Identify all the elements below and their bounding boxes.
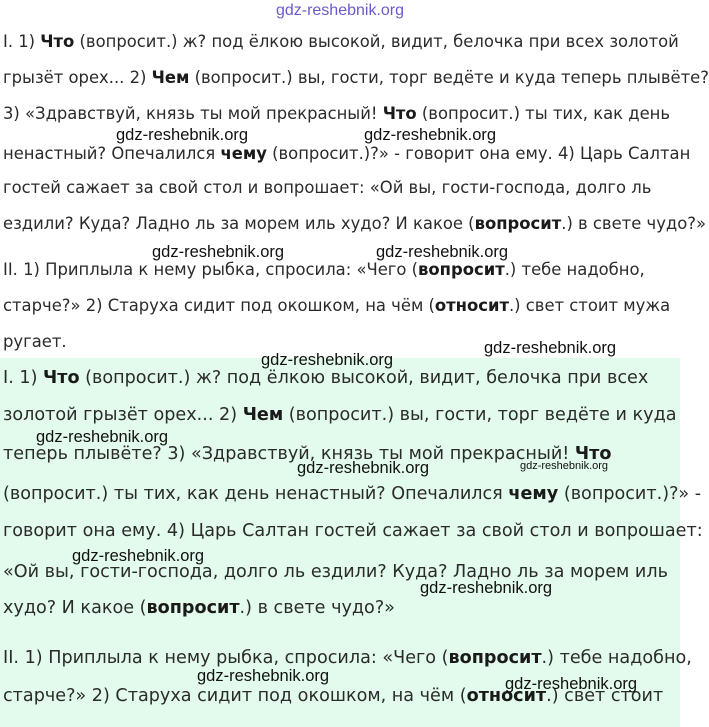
text-segment: .) тебе надобно,	[541, 648, 692, 668]
text-segment: (вопросит.) ж? под ёлкою высокой, видит, белочка при всех золотой	[74, 32, 679, 51]
text-segment: I. 1)	[3, 32, 41, 51]
text-segment: (вопросит.) ты тих, как день ненастный? Опечалился	[3, 484, 509, 504]
bold-word: вопросит	[448, 648, 542, 668]
watermark: gdz-reshebnik.org	[505, 675, 638, 693]
answer-line	[3, 32, 679, 51]
text-segment: .) в свете чудо?»	[239, 598, 395, 618]
text-segment: (вопросит.) ж? под ёлкою высокой, видит, белочка при всех	[79, 368, 649, 388]
text-segment: старче?» 2) Старуха сидит под окошком, на чём (	[3, 296, 435, 315]
text-segment: говорит она ему. 4) Царь Салтан гостей сажает за свой стол и вопрошает:	[3, 521, 703, 541]
answer-line	[3, 68, 709, 87]
watermark: gdz-reshebnik.org	[116, 126, 249, 144]
answer-line	[3, 521, 703, 541]
answer-line	[3, 214, 706, 233]
answer-line	[3, 260, 645, 279]
answer-line	[3, 368, 648, 388]
bold-word: относит	[466, 686, 547, 706]
watermark: gdz-reshebnik.org	[484, 339, 617, 357]
answer-line	[3, 484, 701, 504]
answer-line	[3, 296, 670, 315]
text-segment: I. 1)	[3, 368, 44, 388]
answer-line	[3, 405, 677, 425]
bold-word: Что	[43, 368, 80, 388]
bold-word: Чем	[151, 68, 190, 87]
answer-line	[3, 178, 651, 197]
text-segment: ненастный? Опечалился	[3, 144, 221, 163]
bold-word: Что	[40, 32, 75, 51]
bold-word: Чем	[242, 405, 284, 425]
text-segment: .) в свете чудо?»	[561, 214, 706, 233]
text-segment: (вопросит.)?» - говорит она ему. 4) Царь Салтан	[266, 144, 691, 163]
text-segment: II. 1) Приплыла к нему рыбка, спросила: «Чего (	[3, 648, 449, 668]
watermark: gdz-reshebnik.org	[297, 459, 430, 477]
watermark: gdz-reshebnik.org	[364, 126, 497, 144]
text-segment: .) свет стоит	[546, 686, 664, 706]
bold-word: вопросит	[146, 598, 240, 618]
text-segment: (вопросит.) вы, гости, торг ведёте и куда теперь плывёте?	[189, 68, 709, 87]
text-segment: ездили? Куда? Ладно ль за морем иль худо? И какое (	[3, 214, 475, 233]
text-segment: ругает.	[3, 332, 67, 351]
text-segment: 3) «Здравствуй, князь ты мой прекрасный!	[3, 104, 383, 123]
text-segment: старче?» 2) Старуха сидит под окошком, на чём (	[3, 686, 467, 706]
text-segment: (вопросит.)?» -	[558, 484, 702, 504]
bold-word: Что	[574, 444, 612, 464]
text-segment: гостей сажает за свой стол и вопрошает: «Ой вы, гости-господа, долго ль	[3, 178, 652, 197]
text-segment: .) свет стоит мужа	[508, 296, 671, 315]
bold-word: чему	[508, 484, 559, 504]
text-segment: II. 1) Приплыла к нему рыбка, спросила: «Чего (	[3, 260, 419, 279]
watermark: gdz-reshebnik.org	[197, 667, 330, 685]
text-segment: грызёт орех... 2)	[3, 68, 152, 87]
text-segment: золотой грызёт орех... 2)	[3, 405, 243, 425]
watermark: gdz-reshebnik.org	[36, 428, 169, 446]
watermark: gdz-reshebnik.org	[520, 460, 609, 472]
text-segment: (вопросит.) ты тих, как день	[416, 104, 671, 123]
text-segment: «Ой вы, гости-господа, долго ль ездили? Куда? Ладно ль за морем иль	[3, 562, 668, 582]
text-segment: худо? И какое (	[3, 598, 147, 618]
answer-line	[3, 144, 690, 163]
answer-line	[3, 648, 692, 668]
answer-line	[3, 104, 670, 123]
bold-word: чему	[220, 144, 267, 163]
bold-word: Что	[382, 104, 417, 123]
site-header[interactable]: gdz-reshebnik.org	[275, 2, 405, 19]
bold-word: относит	[434, 296, 509, 315]
bold-word: вопросит	[474, 214, 562, 233]
answer-highlighted	[0, 358, 703, 727]
bold-word: вопросит	[418, 260, 505, 279]
answer-line	[3, 332, 67, 351]
watermark: gdz-reshebnik.org	[261, 351, 394, 369]
watermark: gdz-reshebnik.org	[420, 579, 553, 597]
text-segment: .) тебе надобно,	[504, 260, 645, 279]
text-segment: теперь плывёте? 3) «Здравствуй, князь ты мой прекрасный!	[3, 444, 575, 464]
text-segment: (вопросит.) вы, гости, торг ведёте и куда	[283, 405, 677, 425]
answer-line	[3, 598, 395, 618]
watermark: gdz-reshebnik.org	[376, 243, 509, 261]
watermark: gdz-reshebnik.org	[72, 547, 205, 565]
watermark: gdz-reshebnik.org	[152, 243, 285, 261]
